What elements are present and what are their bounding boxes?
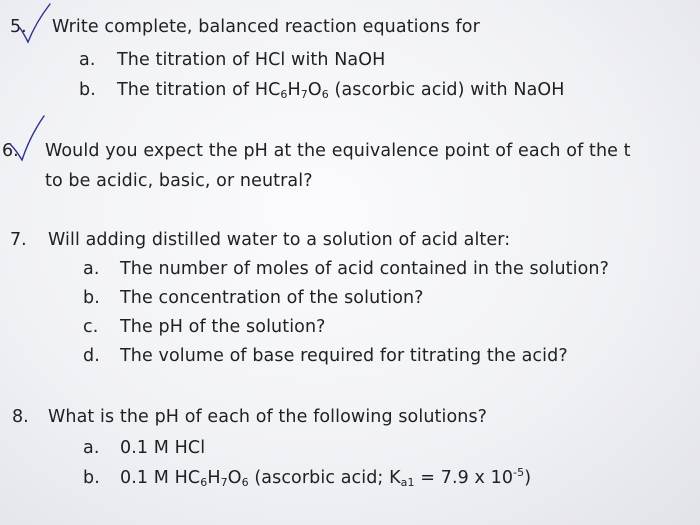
question-5a-letter: a. [79,50,96,70]
question-8-prompt: What is the pH of each of the following solutions? [48,407,488,427]
question-7a-text: The number of moles of acid contained in the solution? [120,259,609,279]
question-5-prompt: Write complete, balanced reaction equations for [52,17,480,37]
question-5-number: 5. [10,17,27,37]
question-7d-text: The volume of base required for titrating the acid? [120,346,568,366]
question-7c-text: The pH of the solution? [120,317,326,337]
question-6-line-2: to be acidic, basic, or neutral? [45,171,313,191]
question-7-number: 7. [10,230,27,250]
question-5b-text: The titration of $HC_6H_7O_6$ (ascorbic acid) with NaOH [117,80,565,101]
question-7a-letter: a. [83,259,100,279]
question-8a-text: 0.1 M HCl [120,438,206,458]
question-5b-letter: b. [79,80,96,100]
question-7-prompt: Will adding distilled water to a solution of acid alter: [48,230,511,250]
question-8-number: 8. [12,407,29,427]
question-5a-text: The titration of HCl with NaOH [117,50,386,70]
question-8a-letter: a. [83,438,100,458]
question-7d-letter: d. [83,346,100,366]
question-7b-text: The concentration of the solution? [120,288,424,308]
question-6-line-1: Would you expect the pH at the equivalence point of each of the t [45,141,631,161]
question-8b-letter: b. [83,468,100,488]
question-7c-letter: c. [83,317,99,337]
question-8b-text: 0.1 M $HC_6H_7O_6$ (ascorbic acid; $K_{a1} = 7.9$ x $10^{-5}$) [120,466,532,489]
question-6-number: 6. [2,141,19,161]
question-7b-letter: b. [83,288,100,308]
